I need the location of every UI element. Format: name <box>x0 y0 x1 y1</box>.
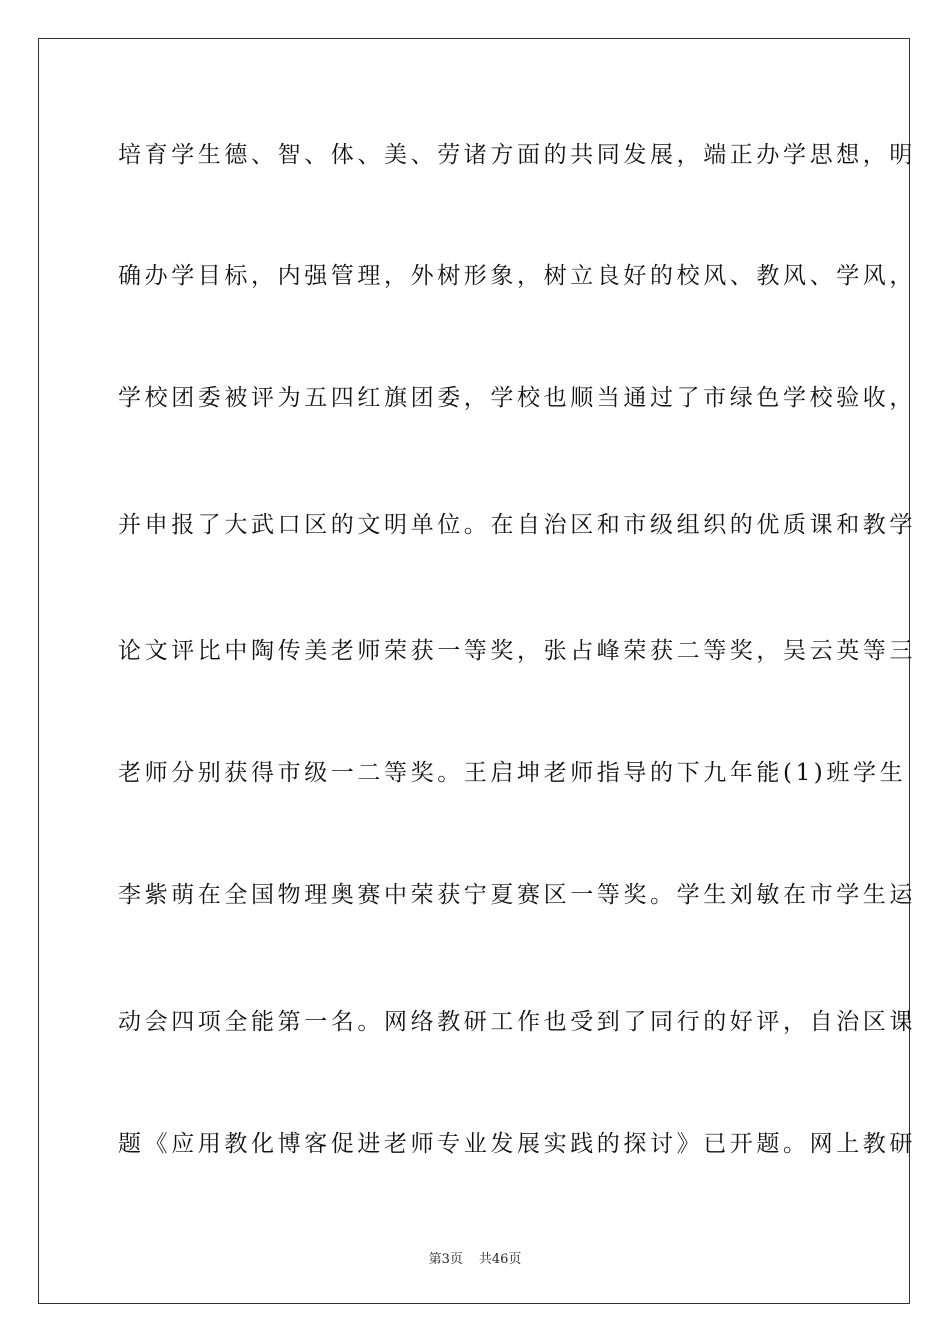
page-border <box>38 38 916 1304</box>
body-text-line-4: 并申报了大武口区的文明单位。在自治区和市级组织的优质课和教学 <box>118 512 916 538</box>
body-text-line-5: 论文评比中陶传美老师荣获一等奖，张占峰荣获二等奖，吴云英等三 <box>118 638 916 664</box>
body-text-line-6: 老师分别获得市级一二等奖。王启坤老师指导的下九年能(1)班学生 <box>118 760 907 786</box>
body-text-line-1: 培育学生德、智、体、美、劳诸方面的共同发展，端正办学思想，明 <box>118 142 916 168</box>
body-text-line-2: 确办学目标，内强管理，外树形象，树立良好的校风、教风、学风， <box>118 263 916 289</box>
page-total: 共46页 <box>478 1252 522 1267</box>
body-text-line-7: 李紫萌在全国物理奥赛中荣获宁夏赛区一等奖。学生刘敏在市学生运 <box>118 882 916 908</box>
body-text-line-3: 学校团委被评为五四红旗团委，学校也顺当通过了市绿色学校验收， <box>118 385 916 411</box>
page-number: 第3页 <box>428 1252 463 1267</box>
body-text-line-9: 题《应用教化博客促进老师专业发展实践的探讨》已开题。网上教研 <box>118 1131 916 1157</box>
page-footer <box>0 1248 950 1267</box>
body-text-line-8: 动会四项全能第一名。网络教研工作也受到了同行的好评，自治区课 <box>118 1009 916 1035</box>
